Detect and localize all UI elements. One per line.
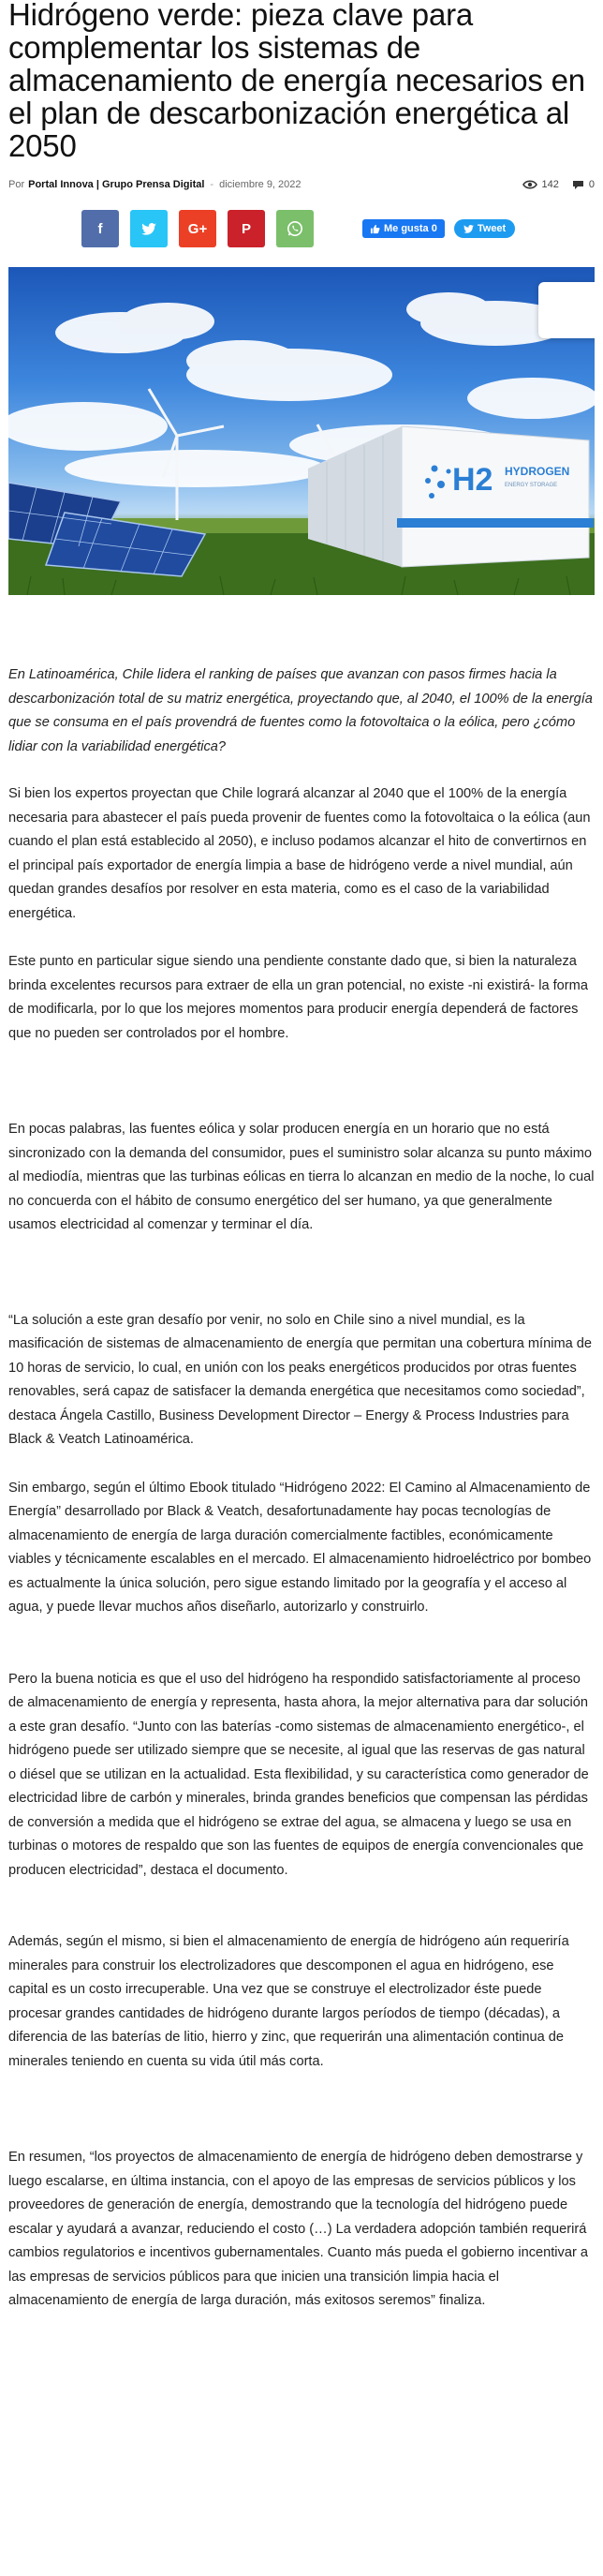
- twitter-bird-icon: [463, 225, 474, 233]
- article-paragraph: Además, según el mismo, si bien el almacenamiento de energía de hidrógeno aún requeriría minerales para construir los electrolizadores que descomponen el agua en hidrógeno, ese capital es un costo irrecuperable. Una vez que se construye el electrolizador éste puede procesar grandes cantidades de hidrógeno durante largos períodos de tiempo (décadas), a diferencia de las baterías de litio, hierro y zinc, que requerirán una alimentación continua de minerales teniendo en cuenta su vida útil más corta.: [8, 1934, 569, 2069]
- article-title: Hidrógeno verde: pieza clave para complementar los sistemas de almacenamiento de energía necesarios en el plan de descarbonización energética al 2050: [8, 0, 585, 163]
- article-paragraph: Pero la buena noticia es que el uso del hidrógeno ha respondido satisfactoriamente al proceso de almacenamiento de energía y representa, hasta ahora, la mejor alternativa para dar solución a este gran desafío. “Junto con las baterías -como sistemas de almacenamiento energético-, el hidrógeno puede ser utilizado siempre que se necesite, al igual que las reservas de gas natural o diésel que se utilizan en la actualidad. Esta flexibilidad, y su característica como generador de electricidad libre de carbón y minerales, brinda grandes beneficios que compensan las pérdidas de conversión a medida que el hidrógeno se extrae del agua, se almacena y luego se usa en turbinas o motores de respaldo que son las fuentes de equipos de energía convencionales que producen electricidad”, destaca el documento.: [8, 1671, 589, 1878]
- article-paragraph: Si bien los expertos proyectan que Chile logrará alcanzar al 2040 que el 100% de la energía necesaria para abastecer el país pueda provenir de fuentes como la fotovoltaica o la eólica (aun cuando el plan está establecido al 2050), e incluso podamos alcanzar el hito de convertirnos en el principal país exportador de energía limpia a base de hidrógeno verde a nivel mundial, aún quedan grandes desafíos por resolver en esta materia, como es el caso de la variabilidad energética.: [8, 786, 591, 921]
- pinterest-icon: P: [241, 220, 251, 237]
- publish-date: diciembre 9, 2022: [219, 179, 302, 190]
- article-quote-paragraph: “La solución a este gran desafío por venir, no solo en Chile sino a nivel mundial, es la masificación de sistemas de almacenamiento de energía que permitan una cobertura mínima de 10 horas de servicio, lo cual, en unión con los peaks energéticos producidos por otras fuentes renovables, será capaz de satisfacer la demanda energética que necesitamos como sociedad”, destaca Ángela Castillo, Business Development Director – Energy & Process Industries para Black & Veatch Latinoamérica.: [8, 1312, 593, 1447]
- views-count: 142: [541, 179, 559, 190]
- whatsapp-share-button[interactable]: [276, 210, 314, 247]
- author-link[interactable]: Portal Innova | Grupo Prensa Digital: [28, 179, 205, 190]
- hero-image: [8, 267, 595, 595]
- facebook-share-button[interactable]: [81, 210, 119, 247]
- article-meta: [8, 175, 595, 194]
- hydrogen-label: HYDROGEN: [505, 465, 570, 478]
- twitter-share-button[interactable]: [130, 210, 168, 247]
- facebook-icon: f: [97, 220, 103, 237]
- meta-stats: [522, 179, 595, 190]
- comments-count: 0: [588, 179, 595, 190]
- facebook-like-button[interactable]: [362, 219, 445, 238]
- article-paragraph: Este punto en particular sigue siendo una pendiente constante dado que, si bien la naturaleza brinda excelentes recursos para extraer de ella un gran potencial, no existe -ni existirá- la forma de modificarla, por lo que los mejores momentos para producir energía dependerá de factores que no pueden ser controlados por el hombre.: [8, 954, 588, 1041]
- googleplus-share-button[interactable]: [179, 210, 216, 247]
- twitter-icon: [141, 223, 156, 235]
- energy-storage-label: ENERGY STORAGE: [505, 483, 558, 488]
- article-paragraph: En resumen, “los proyectos de almacenamiento de energía de hidrógeno deben demostrarse y luego escalarse, en última instancia, con el apoyo de las empresas de servicios públicos y los proveedores de generación de energía, demostrando que la tecnología del hidrógeno puede escalar y ayudará a avanzar, reduciendo el costo (…) La verdadera adopción también requerirá cambios regulatorios e incentivos gubernamentales. Cuanto más pueda el gobierno incentivar a las empresas de servicios públicos para que inicien una transición limpia hacia el almacenamiento de energía de larga duración, más exitosos seremos” finaliza.: [8, 2150, 588, 2308]
- tweet-label: Tweet: [477, 223, 507, 234]
- article-paragraph: En pocas palabras, las fuentes eólica y solar producen energía en un horario que no está sincronizado con la demanda del consumidor, pues el suministro solar alcanza su punto máximo al mediodía, mientras que las turbinas eólicas en tierra lo alcanzan en medio de la noche, lo cual no concuerda con el hábito de consumo energético del ser humano, ya que generalmente usamos electricidad al comenzar y terminar el día.: [8, 1122, 595, 1232]
- meta-separator: -: [210, 179, 214, 190]
- tweet-button[interactable]: [454, 219, 515, 238]
- share-bar: [8, 210, 595, 247]
- whatsapp-icon: [287, 220, 303, 237]
- like-label: Me gusta 0: [384, 223, 437, 234]
- comments-counter[interactable]: [572, 179, 595, 190]
- h2-label: H2: [452, 462, 493, 498]
- article-paragraph: Sin embargo, según el último Ebook titulado “Hidrógeno 2022: El Camino al Almacenamiento de Energía” desarrollado por Black & Veatch, desafortunadamente hay pocas tecnologías de almacenamiento de energía de larga duración comercialmente factibles, económicamente viables y técnicamente escalables en el mercado. El almacenamiento hidroeléctrico por bombeo es actualmente la única solución, pero sigue estando limitado por la geografía y el acceso al agua, y puede llevar muchos años diseñarlo, autorizarlo y construirlo.: [8, 1480, 592, 1615]
- hydrogen-energy-illustration: [8, 267, 595, 595]
- pinterest-share-button[interactable]: [228, 210, 265, 247]
- floating-widget[interactable]: [538, 282, 595, 338]
- thumbs-up-icon: [370, 224, 380, 234]
- comment-icon: [572, 180, 584, 190]
- eye-icon: [522, 180, 537, 189]
- article-lead: En Latinoamérica, Chile lidera el ranking de países que avanzan con pasos firmes hacia la descarbonización total de su matriz energética, proyectando que, al 2040, el 100% de la energía que se consuma en el país provendrá de fuentes como la fotovoltaica o la eólica, pero ¿cómo lidiar con la variabilidad energética?: [8, 667, 593, 754]
- googleplus-icon: G+: [187, 220, 208, 237]
- views-counter: [522, 179, 559, 190]
- by-label: Por: [8, 179, 25, 190]
